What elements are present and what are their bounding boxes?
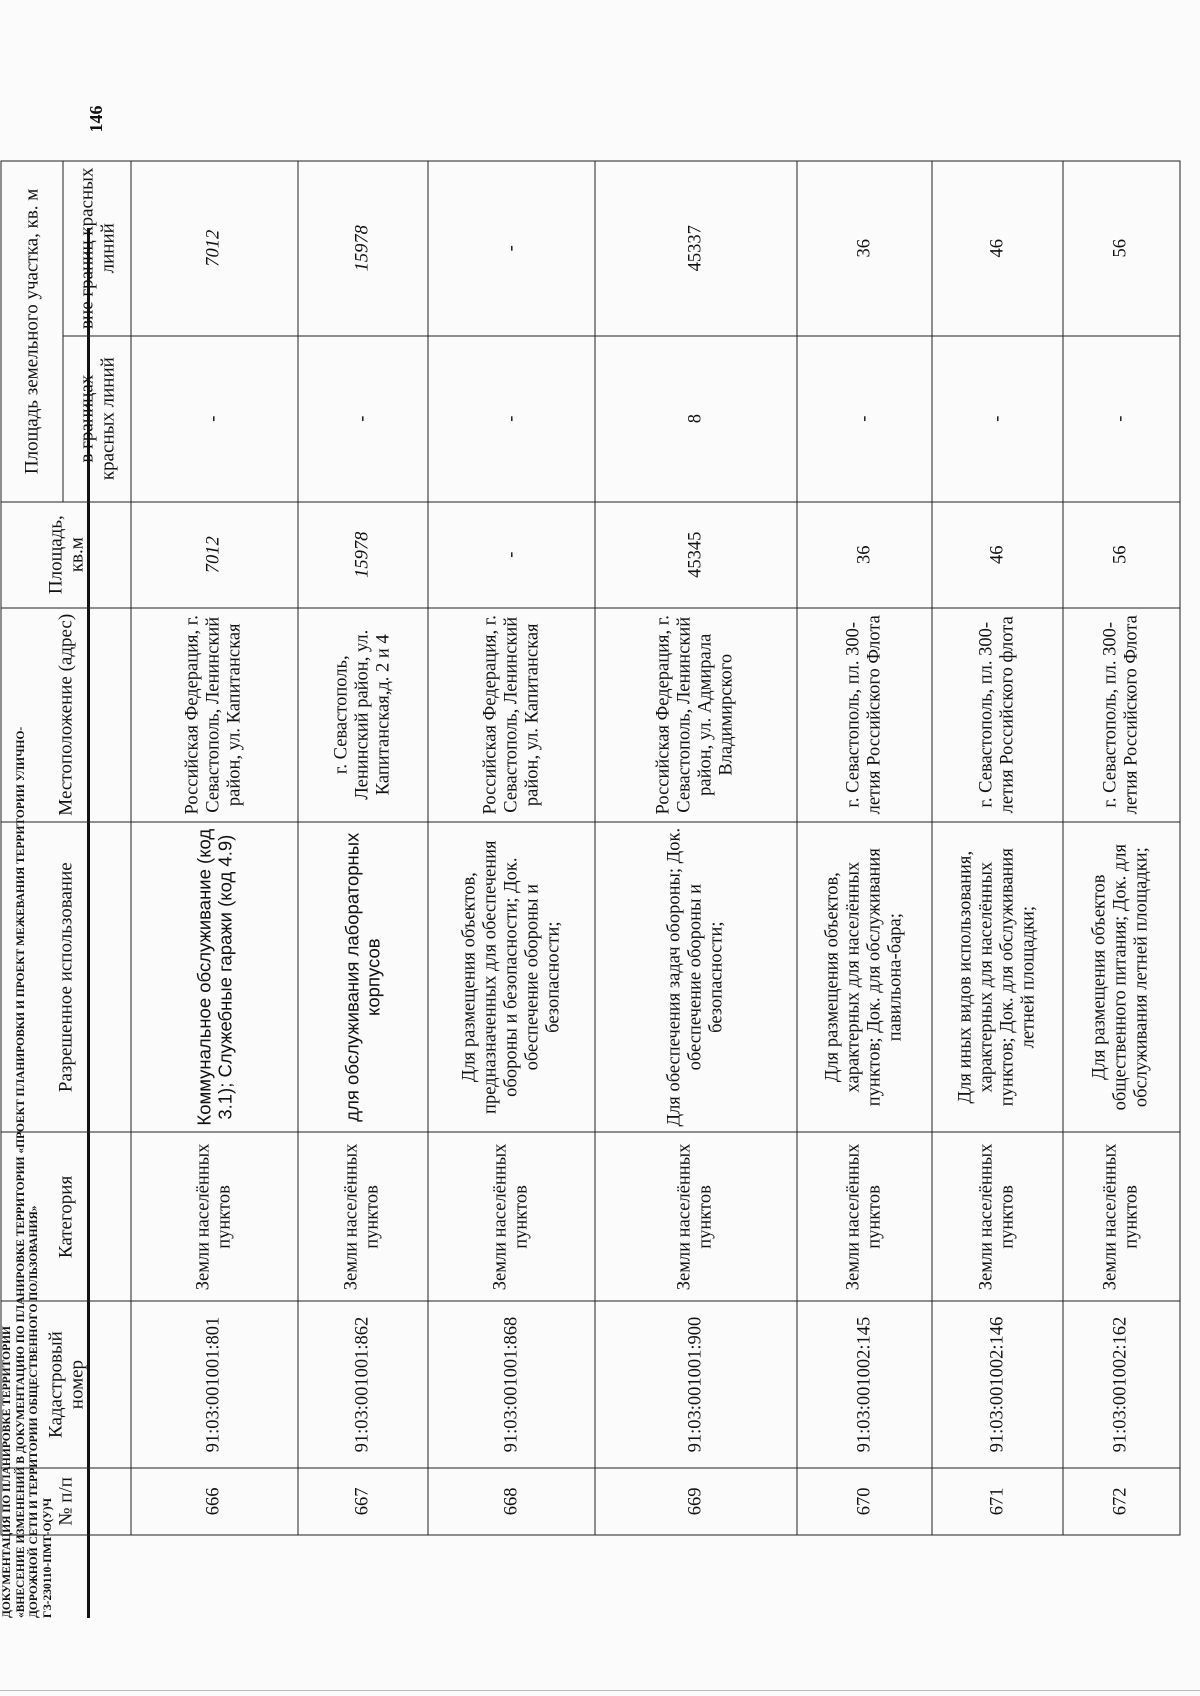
cell-num: 667 [297,1468,427,1535]
cell-within: - [1062,336,1179,502]
header-cadastral: Кадастровый номер [1,1301,131,1467]
cell-outside: 36 [796,161,932,336]
header-category: Категория [1,1132,131,1301]
table-row [1062,161,1179,1535]
table-row [428,161,595,1535]
cell-num: 671 [932,1468,1062,1535]
cell-usage: Для обеспечения задач обороны; Док. обеспечение обороны и безопасности; [594,822,796,1133]
cell-num: 668 [428,1468,595,1535]
header-within-red-lines: в границах красных линий [63,336,131,502]
table-row [297,161,427,1535]
table-header-row [1,161,63,1535]
cell-cadastral: 91:03:001002:162 [1062,1301,1179,1467]
cell-within: - [131,336,298,502]
cell-num: 672 [1062,1468,1179,1535]
header-usage: Разрешенное использование [1,822,131,1133]
cell-outside: 46 [932,161,1062,336]
cell-outside: 15978 [297,161,427,336]
cell-area: 56 [1062,502,1179,608]
header-line: ГЗ-230110-ПМТ-О(У)Ч [41,1498,54,1618]
page-bottom-edge [0,1690,1200,1691]
cell-outside: 45337 [594,161,796,336]
cell-usage: Коммунальное обслуживание (код 3.1); Служебные гаражи (код 4.9) [131,822,298,1133]
header-line: ДОКУМЕНТАЦИЯ ПО ПЛАНИРОВКЕ ТЕРРИТОРИИ [1,1326,13,1618]
table-row [594,161,796,1535]
cell-cadastral: 91:03:001001:868 [428,1301,595,1467]
cell-location: г. Севастополь, пл. 300-летия Российского флота [932,608,1062,822]
cell-cadastral: 91:03:001001:900 [594,1301,796,1467]
cell-usage: Для иных видов использования, характерных для населённых пунктов; Док. для обслуживания летней площадки; [932,822,1062,1133]
cell-category: Земли населённых пунктов [796,1132,932,1301]
cell-category: Земли населённых пунктов [428,1132,595,1301]
cell-usage: Для размещения объектов общественного питания; Док. для обслуживания летней площадки; [1062,822,1179,1133]
cell-cadastral: 91:03:001001:801 [131,1301,298,1467]
cell-within: - [796,336,932,502]
cell-category: Земли населённых пунктов [131,1132,298,1301]
cell-category: Земли населённых пунктов [297,1132,427,1301]
cell-area: 45345 [594,502,796,608]
table-row [796,161,932,1535]
cell-within: - [297,336,427,502]
table-container [0,161,1180,1536]
cell-area: - [428,502,595,608]
land-plots-table [0,161,1180,1536]
header-outside-red-lines: вне границ красных линий [63,161,131,336]
header-line: «ВНЕСЕНИЕ ИЗМЕНЕНИЙ В ДОКУМЕНТАЦИЮ ПО ПЛАНИРОВКЕ ТЕРРИТОРИИ «ПРОЕКТ ПЛАНИРОВКИ И ПРОЕКТ МЕЖЕВАНИЯ ТЕРРИТОРИИ УЛИЧНО- [14,726,27,1618]
table-row [932,161,1062,1535]
cell-within: - [428,336,595,502]
cell-category: Земли населённых пунктов [1062,1132,1179,1301]
cell-within: - [932,336,1062,502]
cell-area: 36 [796,502,932,608]
cell-num: 670 [796,1468,932,1535]
header-location: Местоположение (адрес) [1,608,131,822]
table-row [131,161,298,1535]
cell-outside: 7012 [131,161,298,336]
cell-location: Российская Федерация, г. Севастополь, Ленинский район, ул. Капитанская [428,608,595,822]
cell-location: Российская Федерация, г. Севастополь, Ленинский район, ул. Адмирала Владимирского [594,608,796,822]
header-line: ДОРОЖНОЙ СЕТИ И ТЕРРИТОРИИ ОБЩЕСТВЕННОГО ПОЛЬЗОВАНИЯ» [28,1205,40,1618]
cell-outside: 56 [1062,161,1179,336]
cell-location: г. Севастополь, Ленинский район, ул. Капитанская,д. 2 и 4 [297,608,427,822]
cell-category: Земли населённых пунктов [594,1132,796,1301]
cell-category: Земли населённых пунктов [932,1132,1062,1301]
cell-usage: Для размещения объектов, характерных для населённых пунктов; Док. для обслуживания павильона-бара; [796,822,932,1133]
cell-cadastral: 91:03:001002:145 [796,1301,932,1467]
page-number: 146 [86,105,106,133]
cell-cadastral: 91:03:001002:146 [932,1301,1062,1467]
cell-location: г. Севастополь, пл. 300-летия Российского Флота [796,608,932,822]
cell-within: 8 [594,336,796,502]
header-num: № п/п [1,1468,131,1535]
cell-num: 666 [131,1468,298,1535]
cell-location: Российская Федерация, г. Севастополь, Ленинский район, ул. Капитанская [131,608,298,822]
cell-num: 669 [594,1468,796,1535]
cell-outside: - [428,161,595,336]
cell-usage: Для размещения объектов, предназначенных для обеспечения обороны и безопасности; Док. обеспечение обороны и безопасности; [428,822,595,1133]
cell-cadastral: 91:03:001001:862 [297,1301,427,1467]
header-area: Площадь, кв.м [1,502,131,608]
cell-location: г. Севастополь, пл. 300-летия Российского Флота [1062,608,1179,822]
header-plot-area: Площадь земельного участка, кв. м [1,161,63,502]
cell-usage: для обслуживания лабораторных корпусов [297,822,427,1133]
cell-area: 46 [932,502,1062,608]
cell-area: 15978 [297,502,427,608]
cell-area: 7012 [131,502,298,608]
